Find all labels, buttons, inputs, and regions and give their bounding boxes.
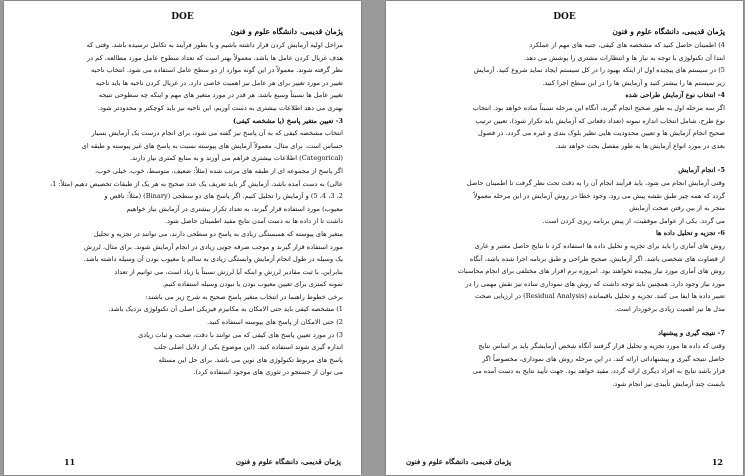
paragraph-gap [404, 152, 725, 164]
body-line: روش های آماری مورد نیاز پیچیده نخواهند بود. امروزه نرم افزار های مختلفی برای انجام محاسبات [457, 267, 725, 276]
section-heading: 7- نتیجه گیری و پیشنهاد [658, 329, 725, 338]
body-line: 5) در سیستم های پیچیده اول از اینکه بهبود را در کل سیستم ایجاد نماید شروع کنید. آزمایش [473, 66, 725, 75]
body-line: تغییر در مورد تغییر برای هر عامل نیز اهمیت خاصی دارد. در غربال کردن ناحیه ها باید ناحیه [95, 78, 343, 87]
body-line: نمونه کمتری برای تعیین معیوب بودن یا نبودن وسیله استفاده کنیم. [162, 280, 343, 289]
section-heading: 6- تجزیه و تحلیل داده ها [656, 229, 725, 238]
body-line: می توان از جستجو در تئوری های موجود استفاده کرد). [193, 368, 343, 377]
body-line: حاصل نتیجه گیری و پیشنهاداتی ارائه کند. در این مرحله روش های نموداری، مخصوصاً اگر [482, 354, 725, 363]
body-line: مورد استفاده قرار گیرند و موجب صرفه جویی زیادی در انجام آزمایش شوند. برای مثال، لرزش [83, 242, 343, 251]
body-line: اندازه گیری شوند استفاده کنید. (این موضوع یکی از دلایل اصلی جلب [153, 343, 343, 352]
body-line: 2، 3، 4، 5) و آزمایش را تحلیل کنیم. اگر پاسخ های دو سطحی (Binary) (مثلاً: ناقص و [104, 192, 343, 201]
body-line: بنابراین، با ثبت مقادیر لرزش و اینکه آیا لرزش نسبتاً یا زیاد است، می توانیم از تعداد [114, 267, 343, 276]
body-line: ابتدا آن تکنولوژی با توجه به نیاز ها و انتظارات مشتری را پوشش می دهد. [523, 53, 725, 62]
body-line: 2) حتی الامکان از پاسخ های پیوسته استفاده کنید. [206, 318, 343, 327]
body-line: می گردد. یکی از عوامل موفقیت، از پیش برنامه ریزی کردن است. [542, 216, 725, 225]
document-title: DOE [171, 12, 194, 22]
body-line: تعبیر داده ها ایفا می کنند. تجزیه و تحلیل باقیمانده (Residual Analysis) در ارزیابی صحت [475, 292, 725, 301]
body-line: انتخاب مشخصه کیفی که به آن پاسخ نیز گفته می شود، برای انجام درست یک آزمایش بسیار [91, 129, 343, 138]
left-page [4, 1, 361, 475]
body-line: وقتی که داده ها مورد تجزیه و تحلیل قرار گرفتند آنگاه شخص آزمایشگر باید بر اساس نتایج [478, 342, 725, 351]
body-line: مورد نیاز وجود دارد. همچنین باید توجه داشت که روش های نموداری ساده نیز نقش مهمی را در [465, 279, 725, 288]
body-line: منجر به از بین رفتن صحت آزمایش [629, 204, 725, 213]
body-line: مدل ها نیز اهمیت زیادی برخوردار است. [614, 304, 725, 313]
body-line: از قضاوت های شخصی باشد. اگر آزمایش، صحیح طراحی و طبق برنامه اجرا شده باشد، آنگاه [469, 254, 725, 263]
body-line: متغیر های پیوسته که همبستگی زیادی به پاسخ دو سطحی دارند، می توانند در تجزیه و تحلیل [93, 229, 343, 238]
page-body [22, 39, 343, 379]
body-line: معیوب) مورد استفاده قرار گیرند، به تعداد تکرار بیشتری در آزمایش نیاز خواهیم [126, 204, 343, 213]
page-body [404, 39, 725, 390]
body-line: صحیح انجام آزمایش ها و تعیین محدودیت هایی نظیر بلوک بندی و غیره می گردد. در فصول [478, 129, 725, 138]
author-header: پژمان قدیمی، دانشگاه علوم و فنون [230, 27, 343, 36]
body-line: بایست چند آزمایش تأییدی نیز انجام شود. [612, 379, 725, 388]
body-line: برخی خطوط راهنما در انتخاب متغیر پاسخ صحیح به شرح زیر می باشند: [145, 292, 343, 301]
paragraph-gap [404, 315, 725, 327]
body-line: وقتی آزمایش انجام می شود، باید فرآیند انجام آن را به دقت تحت نظر گرفت تا اطمینان حاصل [466, 178, 725, 187]
body-line: یک وسیله در طول انجام آزمایش وابستگی زیادی به سالم یا معیوب بودن آن وسیله داشته باشد. [83, 255, 343, 264]
section-heading: 3- تعیین متغیر پاسخ (یا مشخصه کیفی) [232, 116, 343, 125]
body-line: نوع طرح، شامل انتخاب اندازه نمونه (تعداد دفعاتی که آزمایش باید تکرار شود)، تعیین ترتیب [475, 116, 725, 125]
body-line: زیر سیستم ها را بیشتر کنید و آزمایش ها را در این سطح اجرا کنید. [542, 78, 725, 87]
body-line: مراحل اولیه آزمایش کردن قرار داشته باشیم و یا بطور فرآیند به تکامل نرسیده باشد. وقتی که [86, 41, 343, 49]
body-line: حساس است. برای مثال، معمولاً آزمایش های پیوسته نسبت به پاسخ های غیر پیوسته و طبقه ای [81, 141, 343, 150]
footer-author: پژمان قدیمی، دانشگاه علوم و فنون [406, 457, 512, 466]
document-title: DOE [553, 12, 576, 22]
body-line: بهتری می دهد اطلاعات بیشتری به دست آوریم، این ناحیه نیز باید کوچکتر و محدودتر شود. [97, 103, 343, 112]
body-line: 1) مشخصه کیفی باید حتی الامکان به مکانیزم فیزیکی اصلی آن تکنولوژی نزدیک باشد. [108, 305, 343, 314]
body-line: گردد که همه چیز طبق نقشه پیش می رود. وجود خطا در روش آزمایش در این مرحله معمولاً [473, 191, 725, 200]
body-line: هدف غربال کردن عامل ها باشد، معمولاً بهتر است که تعداد سطوح عامل مورد مطالعه، کم در [86, 53, 343, 62]
body-line: اگر پاسخ از مجموعه ای از طبقه های مرتب شده (مثلاً: ضعیف، متوسط، خوب، خیلی خوب، [94, 166, 343, 175]
body-line: قرار باشد نتایج به افراد دیگری ارائه گردد، مفید خواهد بود. جهت تأیید نتایج به دست آمده می [472, 367, 725, 376]
author-header: پژمان قدیمی، دانشگاه علوم و فنون [612, 27, 725, 36]
page-number: 11 [64, 457, 76, 467]
section-heading: 5- انجام آزمایش [678, 166, 725, 175]
page-number: 12 [711, 457, 723, 467]
body-line: 4) اطمینان حاصل کنید که مشخصه های کیفی، جنبه های مهم از عملکرد [529, 41, 725, 49]
body-line: تغییر عامل ها نسبتاً وسیع باشد. هر قدر در مورد متغیر های مهم و اینکه چه سطوحی نتیجه [98, 91, 343, 100]
section-heading: 4- انتخاب نوع آزمایش طراحی شده [625, 91, 725, 100]
body-line: اگر سه مرحله اول به طور صحیح انجام گیرند، آنگاه این مرحله نسبتاً ساده خواهد بود. انتخاب [472, 103, 725, 112]
body-line: روش های آماری را باید برای تجزیه و تحلیل داده ها استفاده کرد تا نتایج حاصل معتبر و عاری [474, 241, 725, 250]
footer-author: پژمان قدیمی، دانشگاه علوم و فنون [235, 457, 341, 466]
right-page [386, 1, 743, 475]
body-line: 3) در مورد تعیین پاسخ های کیفی که می توانند با دقت، صحت و ثبات زیادی [138, 330, 343, 339]
body-line: نظر گرفته شوند. معمولاً در این گونه موارد از دو سطح عامل استفاده می شود. انتخاب ناحیه [91, 66, 343, 75]
body-line: (Categorical) اطلاعات بیشتری فراهم می آورند و به منابع کمتری نیاز دارند. [129, 154, 343, 163]
body-line: پاسخ های مربوط تکنولوژی های نوین می باشد. برای حل این مسئله [158, 355, 343, 364]
body-line: بعدی در مورد انواع آزمایش ها به طور مفصل بحث خواهد شد. [555, 141, 725, 150]
body-line: داشت تا از داده ها به دست آمدن نتایج مفید اطمینان حاصل شود. [164, 217, 343, 226]
body-line: عالی) به دست آمده باشد، آزمایش گر باید تعریف یک عدد صحیح به هر یک از طبقات تخصیص دهیم (مثلاً: 1، [50, 179, 343, 188]
